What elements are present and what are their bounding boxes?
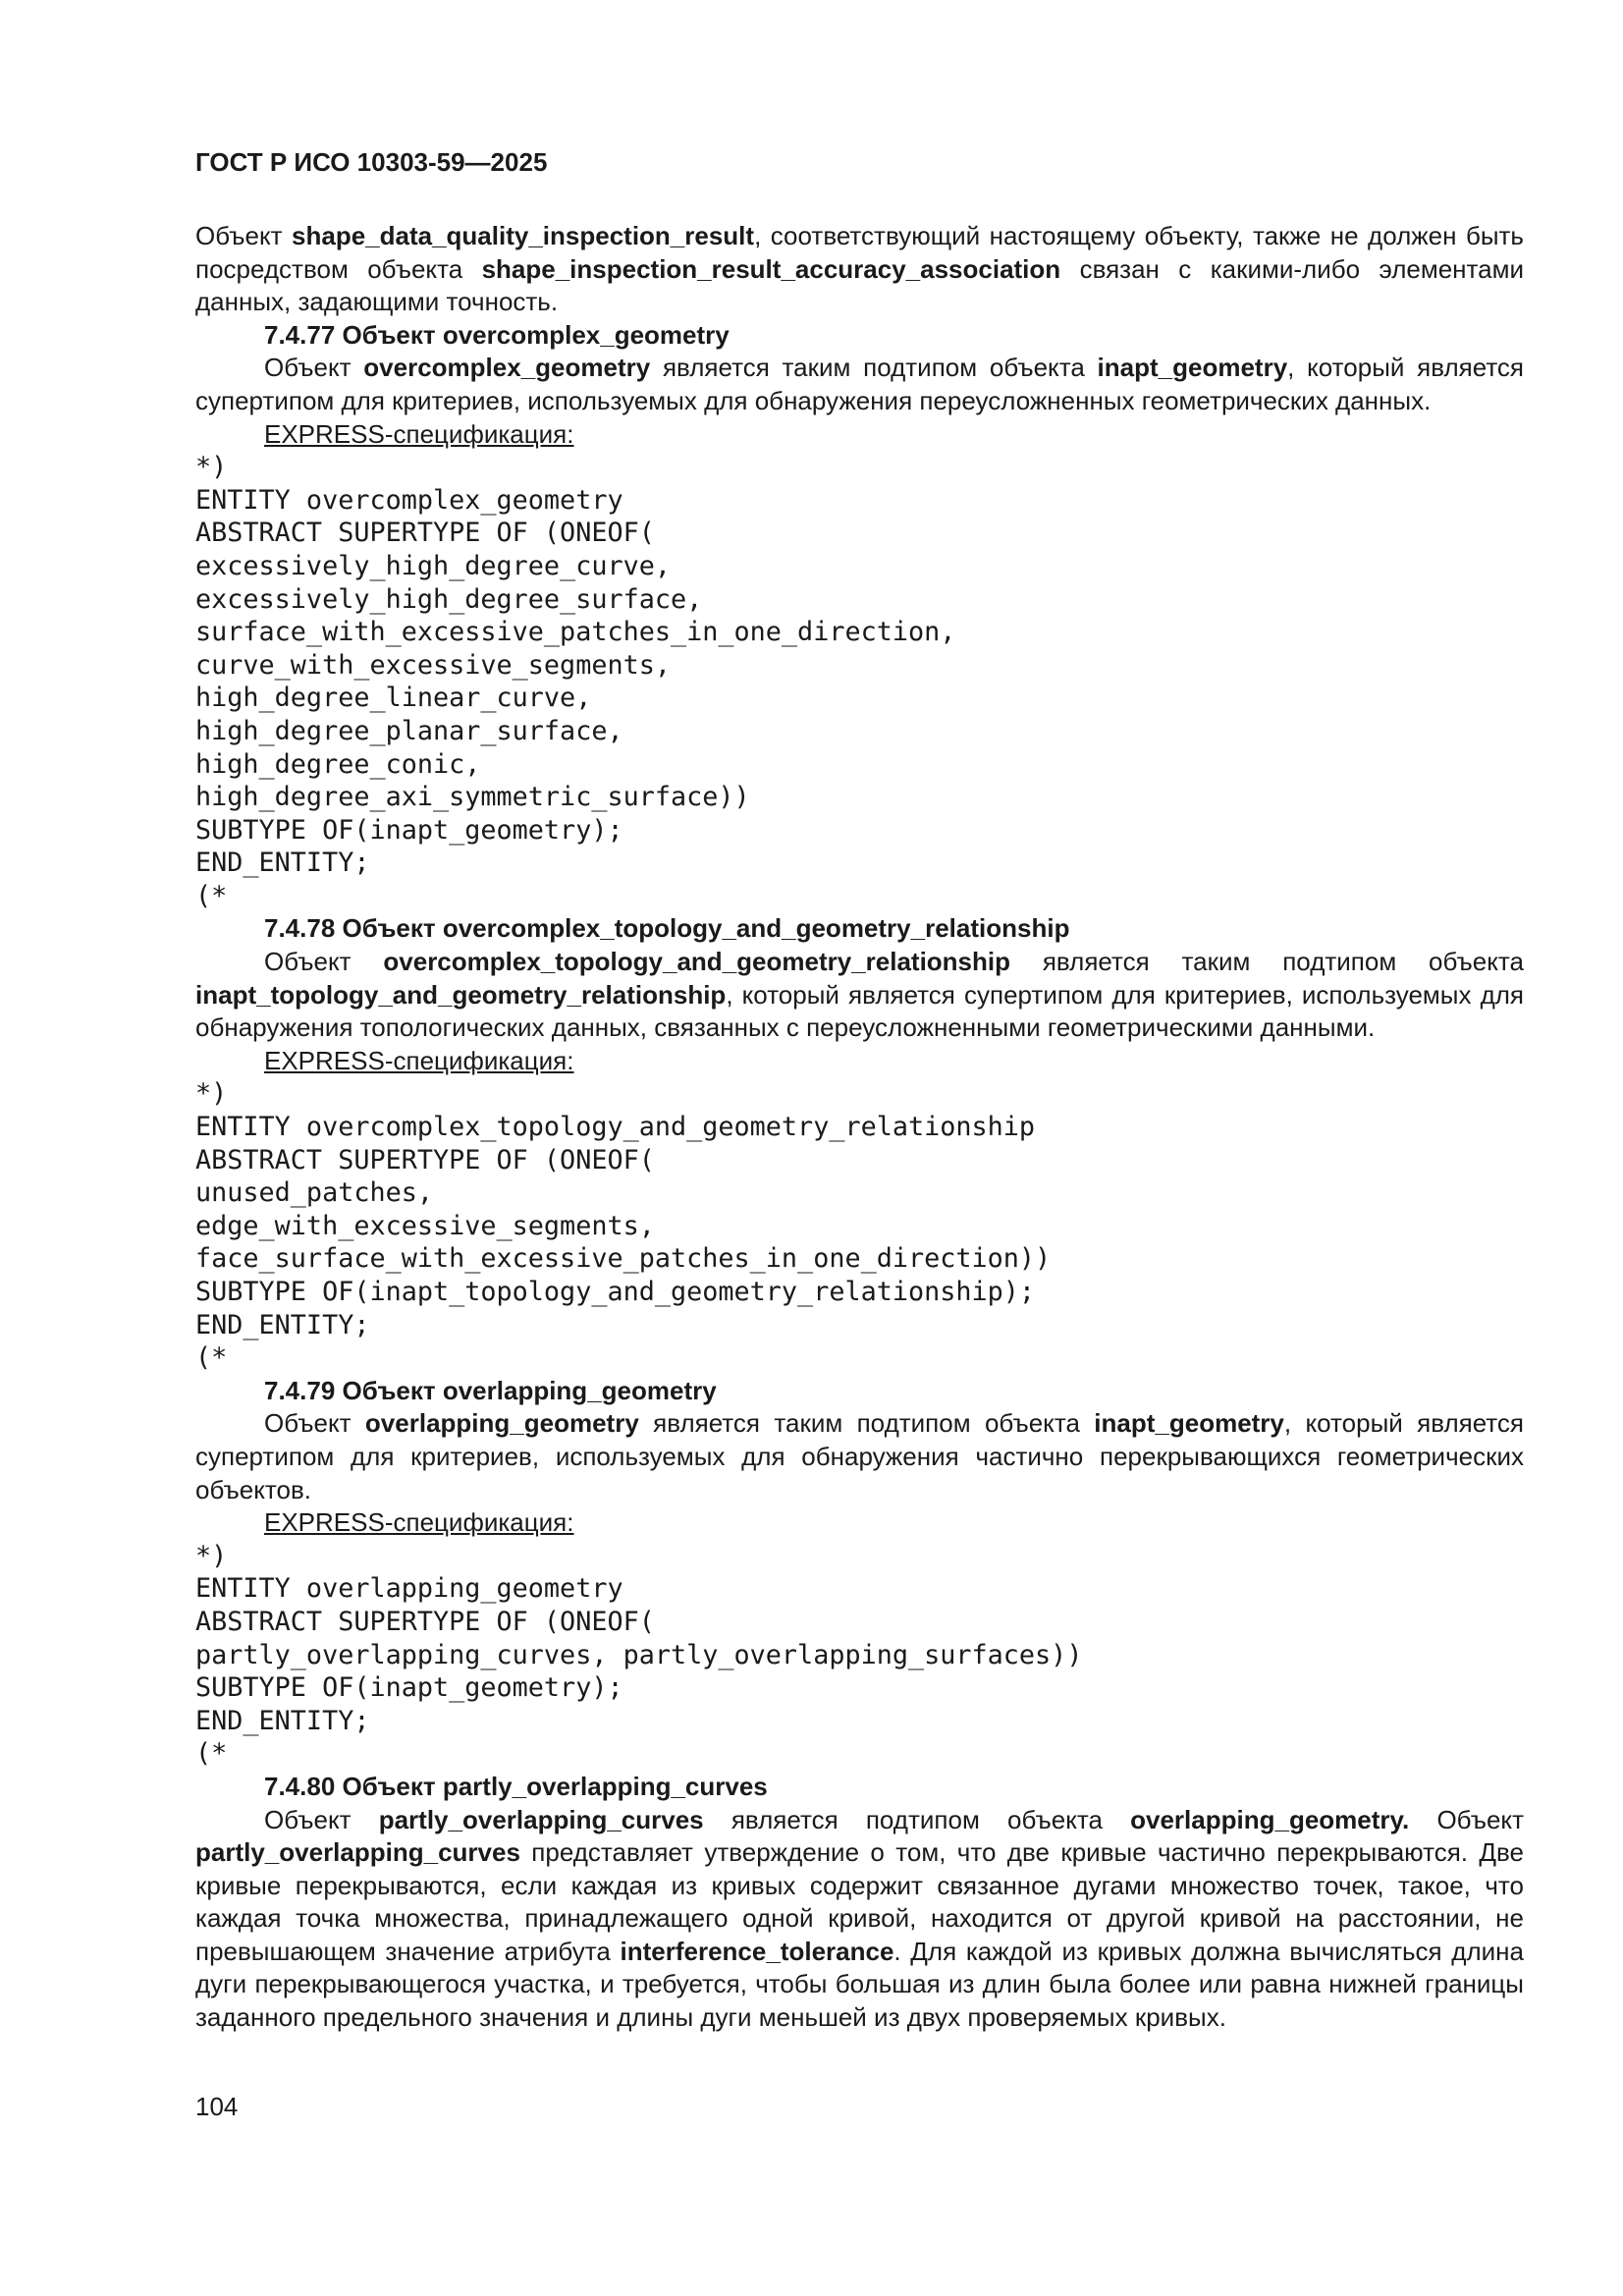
- intro-paragraph: [195, 220, 1524, 319]
- text: связан с какими-либо элементами данных, задающими точность.: [195, 253, 1524, 317]
- code-line: SUBTYPE OF(inapt_topology_and_geometry_relationship);: [195, 1277, 1036, 1307]
- section-paragraph-7-4-80: [195, 1804, 1524, 2035]
- section-heading-7-4-79: 7.4.79 Объект overlapping_geometry: [264, 1375, 717, 1405]
- entity-name: inapt_topology_and_geometry_relationship: [195, 979, 727, 1010]
- code-line: excessively_high_degree_surface,: [195, 583, 703, 615]
- section-paragraph-7-4-79: [195, 1407, 1524, 1506]
- entity-name: overcomplex_geometry: [363, 353, 651, 383]
- text: Объект: [264, 1804, 379, 1834]
- code-line: SUBTYPE OF(inapt_geometry);: [195, 814, 623, 846]
- code-line: *): [195, 1078, 228, 1110]
- entity-name: partly_overlapping_curves: [378, 1804, 704, 1834]
- code-line: ENTITY overcomplex_topology_and_geometry_relationship: [195, 1112, 1036, 1143]
- code-line: ABSTRACT SUPERTYPE OF (ONEOF(: [195, 1144, 655, 1175]
- entity-name: shape_data_quality_inspection_result: [292, 221, 755, 250]
- code-line: ABSTRACT SUPERTYPE OF (ONEOF(: [195, 1606, 655, 1637]
- text: Объект: [264, 947, 384, 977]
- document-page: [195, 145, 1524, 2035]
- express-spec-label: EXPRESS-спецификация:: [264, 1045, 574, 1075]
- text: , который является супертипом для критериев, используемых для обнаружения частично перекрывающихся геометрических объектов.: [195, 1408, 1525, 1504]
- code-line: high_degree_linear_curve,: [195, 683, 592, 714]
- express-spec-label: EXPRESS-спецификация:: [264, 1507, 574, 1538]
- code-line: ABSTRACT SUPERTYPE OF (ONEOF(: [195, 518, 655, 549]
- text: является таким подтипом объекта: [650, 353, 1098, 383]
- text: , соответствующий настоящему объекту, также не должен быть посредством объекта: [195, 221, 1524, 284]
- text: Объект: [1409, 1804, 1524, 1834]
- section-heading-7-4-80: 7.4.80 Объект partly_overlapping_curves: [264, 1771, 768, 1801]
- text: Объект: [264, 1408, 365, 1439]
- code-line: *): [195, 452, 228, 483]
- code-line: high_degree_planar_surface,: [195, 715, 623, 746]
- code-line: high_degree_conic,: [195, 748, 481, 780]
- attribute-name: interference_tolerance: [620, 1936, 894, 1966]
- express-code-block: [195, 451, 1524, 912]
- code-line: SUBTYPE OF(inapt_geometry);: [195, 1672, 623, 1704]
- entity-name: shape_inspection_result_accuracy_association: [481, 253, 1061, 284]
- code-line: ENTITY overlapping_geometry: [195, 1573, 623, 1605]
- section-paragraph-7-4-77: [195, 352, 1524, 417]
- code-line: unused_patches,: [195, 1177, 433, 1209]
- document-header: ГОСТ Р ИСО 10303-59—2025: [195, 147, 548, 177]
- text: , который является супертипом для критериев, используемых для обнаружения топологических данных, связанных с переусложненными геометрическими данными.: [195, 979, 1524, 1043]
- express-code-block: [195, 1540, 1524, 1771]
- code-line: (*: [195, 880, 228, 911]
- code-line: ENTITY overcomplex_geometry: [195, 484, 623, 516]
- code-line: edge_with_excessive_segments,: [195, 1210, 655, 1241]
- code-line: partly_overlapping_curves, partly_overlapping_surfaces)): [195, 1639, 1083, 1670]
- entity-name: inapt_geometry: [1097, 353, 1288, 383]
- code-line: surface_with_excessive_patches_in_one_direction,: [195, 617, 956, 648]
- page-number: 104: [195, 2092, 239, 2121]
- text: представляет утверждение о том, что две кривые частично перекрываются. Две кривые перекрываются, если каждая из кривых содержит связанное дугами множество точек, такое, что каждая точка множества, принадлежащего одной кривой, находится от другой кривой на расстоянии, не превышающем значение атрибута: [195, 1837, 1524, 1966]
- code-line: (*: [195, 1738, 228, 1770]
- section-heading-7-4-77: 7.4.77 Объект overcomplex_geometry: [264, 319, 730, 350]
- code-line: excessively_high_degree_curve,: [195, 550, 671, 581]
- entity-name: partly_overlapping_curves: [195, 1837, 520, 1868]
- text: является таким подтипом объекта: [1010, 947, 1524, 977]
- express-code-block: [195, 1077, 1524, 1374]
- code-line: END_ENTITY;: [195, 847, 370, 879]
- code-line: *): [195, 1540, 228, 1571]
- text: Объект: [195, 221, 293, 250]
- entity-name: inapt_geometry: [1094, 1408, 1284, 1439]
- text: является таким подтипом объекта: [638, 1408, 1095, 1439]
- text: Объект: [264, 353, 364, 383]
- entity-name: overlapping_geometry.: [1130, 1804, 1410, 1834]
- code-line: face_surface_with_excessive_patches_in_one_direction)): [195, 1243, 1052, 1275]
- section-paragraph-7-4-78: [195, 946, 1524, 1045]
- entity-name: overcomplex_topology_and_geometry_relationship: [383, 947, 1011, 977]
- code-line: END_ENTITY;: [195, 1705, 370, 1736]
- code-line: END_ENTITY;: [195, 1309, 370, 1340]
- section-heading-7-4-78: 7.4.78 Объект overcomplex_topology_and_geometry_relationship: [264, 913, 1070, 944]
- text: , который является супертипом для критериев, используемых для обнаружения переусложненных геометрических данных.: [195, 353, 1525, 415]
- entity-name: overlapping_geometry: [364, 1408, 639, 1439]
- code-line: (*: [195, 1342, 228, 1374]
- code-line: high_degree_axi_symmetric_surface)): [195, 782, 750, 813]
- text: является подтипом объекта: [703, 1804, 1131, 1834]
- text: . Для каждой из кривых должна вычисляться длина дуги перекрывающегося участка, и требуется, чтобы большая из длин была более или равна нижней границы заданного предельного значения и длины дуги меньшей из двух проверяемых кривых.: [195, 1936, 1524, 2033]
- code-line: curve_with_excessive_segments,: [195, 649, 671, 681]
- express-spec-label: EXPRESS-спецификация:: [264, 418, 574, 449]
